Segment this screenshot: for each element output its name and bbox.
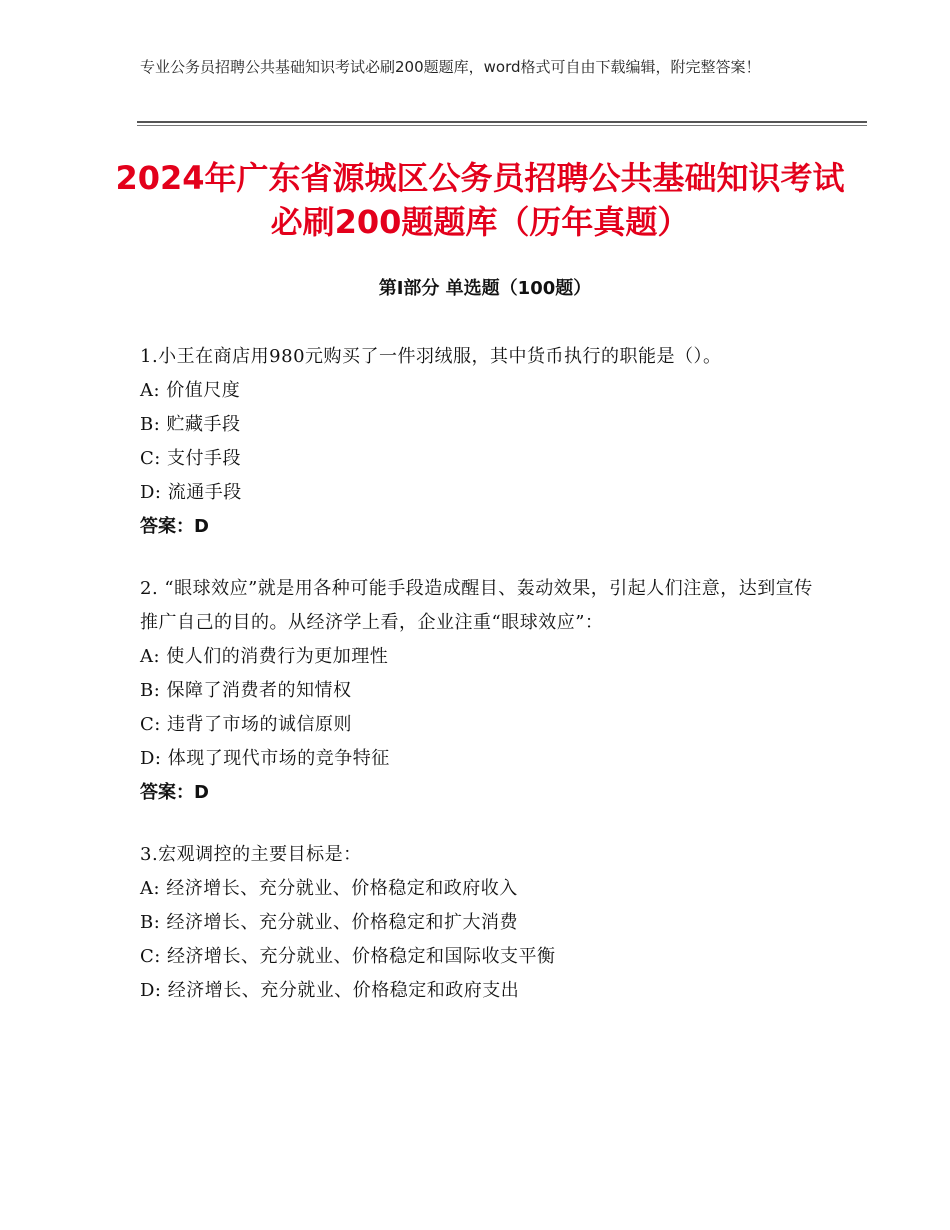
header-divider-thin: [137, 125, 867, 126]
option-a: A: 经济增长、充分就业、价格稳定和政府收入: [140, 878, 518, 899]
option-b: B: 贮藏手段: [140, 414, 241, 435]
question-stem: 2. “眼球效应”就是用各种可能手段造成醒目、轰动效果，引起人们注意，达到宣传推广自己的目的。从经济学上看，企业注重“眼球效应”：: [140, 578, 813, 633]
option-c: C: 支付手段: [140, 448, 242, 469]
option-a: A: 使人们的消费行为更加理性: [140, 646, 389, 667]
header-note: 专业公务员招聘公共基础知识考试必刷200题题库，word格式可自由下载编辑，附完整答案！: [140, 58, 761, 76]
option-c: C: 经济增长、充分就业、价格稳定和国际收支平衡: [140, 946, 556, 967]
question-list: [140, 340, 820, 1036]
option-a: A: 价值尺度: [140, 380, 241, 401]
option-b: B: 经济增长、充分就业、价格稳定和扩大消费: [140, 912, 519, 933]
answer: 答案：D: [140, 782, 209, 803]
section-title: 第Ⅰ部分 单选题（100题）: [378, 278, 592, 299]
option-d: D: 流通手段: [140, 482, 242, 503]
option-c: C: 违背了市场的诚信原则: [140, 714, 353, 735]
question-stem: 3.宏观调控的主要目标是：: [140, 844, 362, 865]
document-title: 2024年广东省源城区公务员招聘公共基础知识考试必刷200题题库（历年真题）: [115, 159, 845, 241]
question-1: [140, 340, 820, 544]
answer: 答案：D: [140, 516, 209, 537]
option-b: B: 保障了消费者的知情权: [140, 680, 352, 701]
option-d: D: 经济增长、充分就业、价格稳定和政府支出: [140, 980, 520, 1001]
option-d: D: 体现了现代市场的竞争特征: [140, 748, 390, 769]
header-divider-thick: [137, 121, 867, 123]
question-3: [140, 838, 820, 1008]
question-2: [140, 572, 820, 810]
question-stem: 1.小王在商店用980元购买了一件羽绒服，其中货币执行的职能是（）。: [140, 346, 722, 367]
